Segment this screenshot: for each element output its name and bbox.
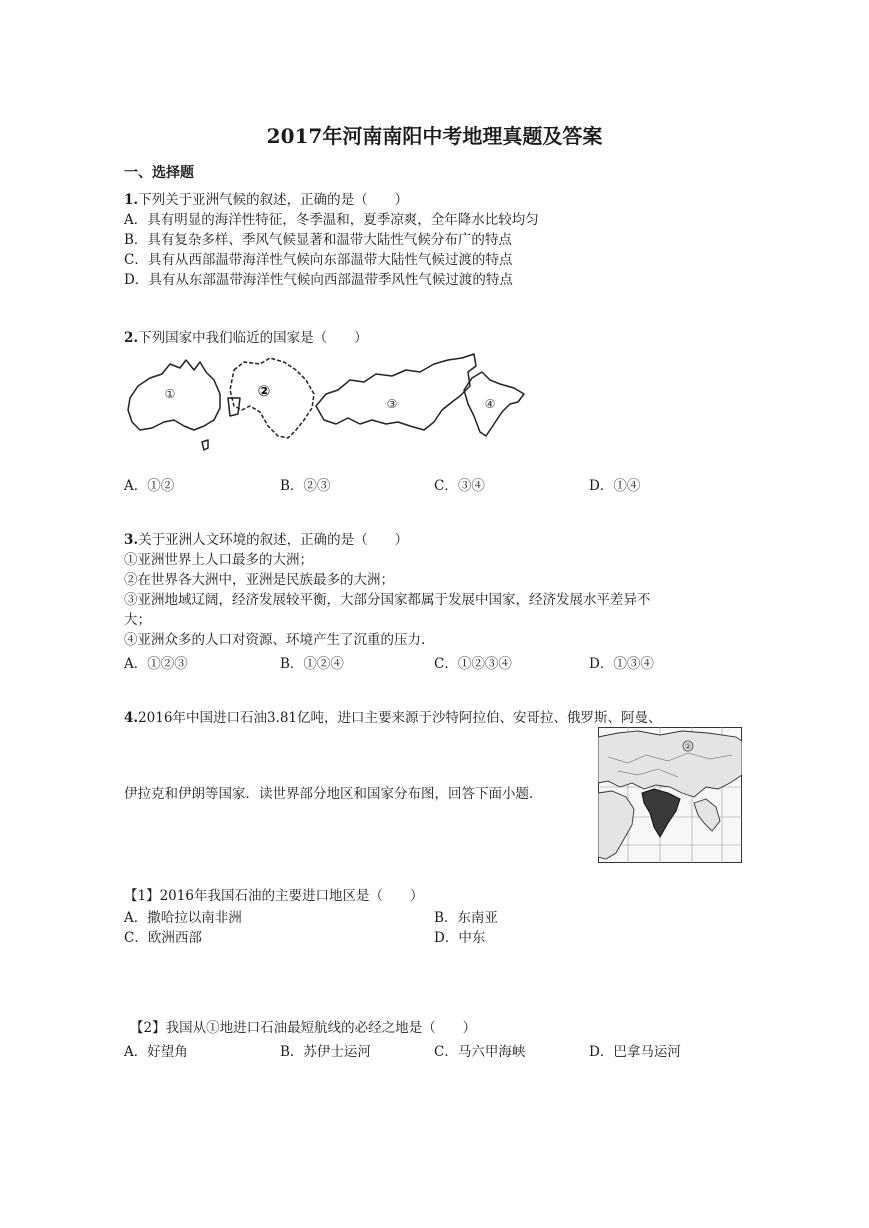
question-4-sub1-option-c: C．欧洲西部 bbox=[124, 930, 202, 946]
russia-outline bbox=[316, 354, 476, 430]
question-3-statement-1: ①亚洲世界上人口最多的大洲； bbox=[124, 552, 313, 568]
question-2-stem bbox=[124, 328, 368, 348]
sinai-outline bbox=[228, 398, 240, 416]
question-3-option-a: A．①②③ bbox=[124, 656, 188, 672]
tasmania-outline bbox=[202, 440, 208, 450]
world-region-map bbox=[598, 727, 742, 863]
question-2-number: 2. bbox=[124, 330, 139, 346]
question-1-option-d: D．具有从东部温带海洋性气候向西部温带季风性气候过渡的特点 bbox=[124, 272, 513, 288]
question-4-sub2-option-c: C．马六甲海峡 bbox=[434, 1044, 526, 1060]
region-map-label: ② bbox=[684, 742, 692, 751]
question-2-option-a: A．①② bbox=[124, 478, 175, 494]
question-1-option-b: B．具有复杂多样、季风气候显著和温带大陆性气候分布广的特点 bbox=[124, 232, 512, 248]
question-1-text: 下列关于亚洲气候的叙述，正确的是（ ） bbox=[138, 192, 409, 208]
question-4-sub2-option-a: A．好望角 bbox=[124, 1044, 188, 1060]
question-1-option-a: A．具有明显的海洋性特征，冬季温和，夏季凉爽，全年降水比较均匀 bbox=[124, 212, 539, 228]
question-4-stem-line2: 伊拉克和伊朗等国家．读世界部分地区和国家分布图，回答下面小题． bbox=[124, 786, 543, 802]
question-4-stem-line1 bbox=[124, 708, 662, 728]
question-2-option-c: C．③④ bbox=[434, 478, 485, 494]
question-2-option-d: D．①④ bbox=[589, 478, 641, 494]
question-2-text: 下列国家中我们临近的国家是（ ） bbox=[138, 330, 368, 346]
page-title: 2017年河南南阳中考地理真题及答案 bbox=[266, 124, 603, 148]
question-3-stem bbox=[124, 530, 408, 550]
country-outline-maps bbox=[120, 350, 640, 460]
map-label-1: ① bbox=[164, 387, 176, 401]
map-label-4: ④ bbox=[484, 397, 496, 411]
question-4-sub2-option-b: B．苏伊士运河 bbox=[280, 1044, 371, 1060]
question-4-sub2-stem: 【2】我国从①地进口石油最短航线的必经之地是（ ） bbox=[130, 1020, 477, 1036]
question-3-statement-2: ②在世界各大洲中，亚洲是民族最多的大洲； bbox=[124, 572, 394, 588]
question-4-sub1-option-b: B．东南亚 bbox=[434, 910, 498, 926]
map-label-3: ③ bbox=[386, 397, 398, 411]
question-3-option-c: C．①②③④ bbox=[434, 656, 512, 672]
eurasia-landmass bbox=[598, 731, 742, 797]
question-4-sub1-stem: 【1】2016年我国石油的主要进口地区是（ ） bbox=[124, 888, 424, 904]
question-3-option-b: B．①②④ bbox=[280, 656, 344, 672]
question-4-sub2-option-d: D．巴拿马运河 bbox=[589, 1044, 681, 1060]
question-4-text-line1: 2016年中国进口石油3.81亿吨，进口主要来源于沙特阿拉伯、安哥拉、俄罗斯、阿曼、 bbox=[138, 710, 662, 726]
question-4-number: 4. bbox=[124, 710, 139, 726]
question-3-number: 3. bbox=[124, 532, 139, 548]
question-3-statement-3-cont: 大； bbox=[124, 612, 151, 628]
section-heading: 一、选择题 bbox=[124, 165, 194, 181]
middle-east-outline bbox=[230, 358, 314, 438]
map-label-2: ② bbox=[257, 382, 271, 400]
question-3-statement-4: ④亚洲众多的人口对资源、环境产生了沉重的压力. bbox=[124, 632, 426, 648]
question-1-stem bbox=[124, 190, 408, 210]
question-3-text: 关于亚洲人文环境的叙述，正确的是（ ） bbox=[138, 532, 409, 548]
question-1-option-c: C．具有从西部温带海洋性气候向东部温带大陆性气候过渡的特点 bbox=[124, 252, 513, 268]
question-2-option-b: B．②③ bbox=[280, 478, 331, 494]
question-1-number: 1. bbox=[124, 192, 139, 208]
question-3-statement-3: ③亚洲地域辽阔，经济发展较平衡，大部分国家都属于发展中国家，经济发展水平差异不 bbox=[124, 592, 651, 608]
question-3-option-d: D．①③④ bbox=[589, 656, 654, 672]
question-4-sub1-option-a: A．撒哈拉以南非洲 bbox=[124, 910, 242, 926]
question-4-sub1-option-d: D．中东 bbox=[434, 930, 486, 946]
